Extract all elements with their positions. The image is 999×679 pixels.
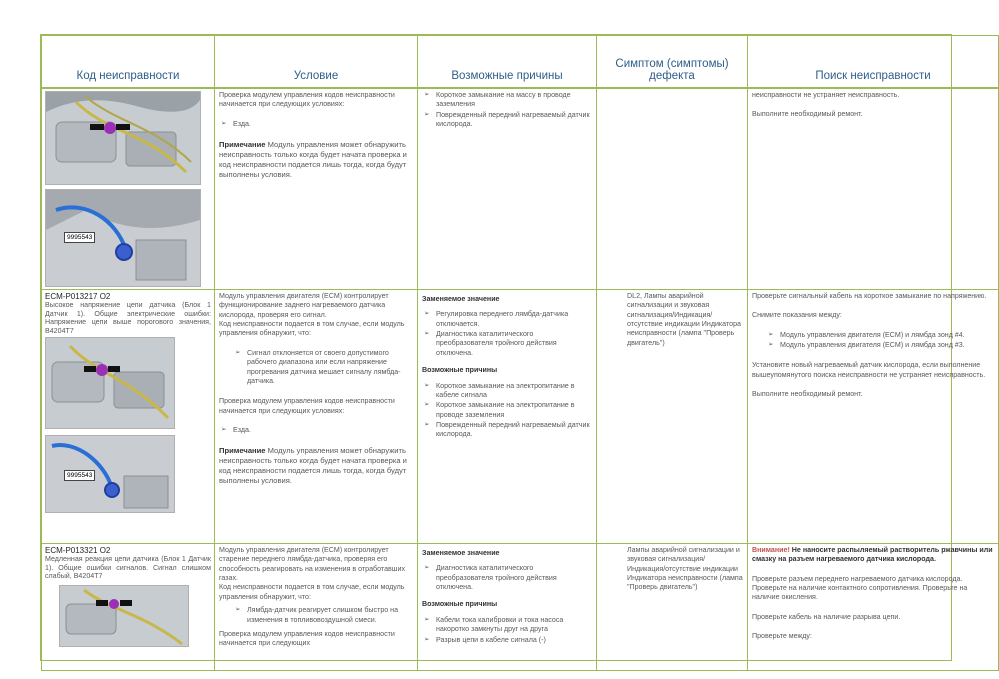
- search-text: неисправности не устраняет неисправность.: [752, 91, 900, 99]
- search-text: Проверьте кабель на наличие разрыва цепи.: [752, 612, 901, 621]
- search-item: ➢ Модуль управления двигателя (ECM) и лямбда зонд #4.: [780, 331, 994, 340]
- row2-symptoms-cell: [597, 290, 748, 544]
- condition-bullet: ➢ Сигнал отклоняется от своего допустимого рабочего диапазона или если напряжение прогревания датчика мешает сигналу лямбда-датчика.: [247, 349, 413, 386]
- row2-condition-cell: [215, 290, 418, 544]
- warning-text: Не наносите распыляемый растворитель ржавчины или смазку на разъем нагреваемого датчика кислорода.: [752, 546, 993, 564]
- diagnostic-table: [41, 35, 999, 671]
- engine-photo-top: [45, 337, 175, 429]
- cause-item: ➢ Кабели тока калибровки и тока насоса накоротко замкнуты друг на друга: [436, 616, 592, 635]
- fault-code-description: Высокое напряжение цепи датчика (Блок 1 Датчик 1). Общие электрические ошибки: Напряжение цепи выше порогового значения, B4204T7: [45, 301, 211, 336]
- causes-subheading: Заменяемое значение: [422, 549, 500, 557]
- search-text: Выполните необходимый ремонт.: [752, 110, 863, 119]
- search-item: ➢ Модуль управления двигателя (ECM) и лямбда зонд #3.: [780, 341, 994, 350]
- note-label: Примечание: [219, 446, 266, 456]
- row3-causes-cell: [418, 544, 597, 671]
- fault-code-description: Медленная реакция цепи датчика (Блок 1 Датчик 1). Общие ошибки сигналов. Сигнал слишком слабый, B4204T7: [45, 555, 211, 581]
- causes-subheading: Возможные причины: [422, 600, 498, 609]
- condition-text: Проверка модулем управления кодов неисправности начинается при следующих: [219, 629, 395, 648]
- condition-bullet: ➢ Езда.: [233, 120, 413, 129]
- row1-causes-cell: [418, 88, 597, 290]
- diagnostic-table-page: [40, 34, 993, 661]
- row1-symptoms-cell: [597, 88, 748, 290]
- engine-photo-bottom: [45, 189, 201, 287]
- engine-photo-image: [46, 338, 174, 428]
- symptom-text: DL2, Лампы аварийной сигнализации и звуковая сигнализация/Индикация/отсутствие индикации Индикатора неисправности (лампа "Проверь двигатель"): [627, 292, 741, 347]
- table-row: [42, 88, 999, 290]
- cause-item: ➢ Поврежденный передний нагреваемый датчик кислорода.: [436, 421, 592, 440]
- note-text: Модуль управления может обнаружить неисправность только когда будет начата проверка и код неисправности подается лишь тогда, когда будут выполнены условия.: [219, 140, 407, 180]
- engine-photo-image: [60, 586, 188, 646]
- engine-photo-top: [59, 585, 189, 647]
- row1-condition-cell: [215, 88, 418, 290]
- header-symptoms: Симптом (симптомы) дефекта: [597, 36, 748, 89]
- warning-block: [752, 546, 994, 565]
- replacement-item: ➢ Регулировка переднего лямбда-датчика отключается.: [436, 310, 592, 329]
- header-causes: Возможные причины: [418, 36, 597, 89]
- condition-text: Модуль управления двигателя (ECM) контролирует старение переднего лямбда-датчика, проверяя его способность реагировать на изменения в отработавших газах.: [219, 546, 405, 583]
- condition-text: Модуль управления двигателя (ECM) контролирует функционирование заднего нагреваемого датчика кислорода, проверяя его сигнал.: [219, 292, 389, 319]
- header-search: Поиск неисправности: [748, 36, 999, 89]
- row3-search-cell: [748, 544, 999, 671]
- search-text: Проверьте разъем переднего нагреваемого датчика кислорода. Проверьте на наличие контактного сопротивления. Проверьте на наличие окисления.: [752, 574, 968, 602]
- cause-item: ➢ Поврежденный передний нагреваемый датчик кислорода.: [436, 111, 592, 130]
- row1-code-cell: [42, 88, 215, 290]
- row3-code-cell: [42, 544, 215, 671]
- part-number-tag: 9995543: [64, 470, 95, 481]
- header-code: Код неисправности: [42, 36, 215, 89]
- note-text: Модуль управления может обнаружить неисправность только когда будет начата проверка и код неисправности подается лишь тогда, когда будут выполнены условия.: [219, 446, 407, 486]
- engine-photo-image: [46, 92, 200, 184]
- condition-text: Код неисправности подается в том случае, если модуль управления обнаружит, что:: [219, 583, 405, 601]
- fault-code: ECM-P013321 O2: [45, 546, 111, 555]
- engine-photo-bottom: [45, 435, 175, 513]
- search-text: Снимите показания между:: [752, 311, 842, 320]
- search-text: Проверьте между:: [752, 632, 812, 641]
- warning-label: Внимание!: [752, 546, 790, 554]
- row3-symptoms-cell: [597, 544, 748, 671]
- row2-search-cell: [748, 290, 999, 544]
- search-text: Выполните необходимый ремонт.: [752, 390, 863, 399]
- row2-code-cell: [42, 290, 215, 544]
- search-text: Проверьте сигнальный кабель на короткое замыкание по напряжению.: [752, 292, 987, 300]
- condition-text: Проверка модулем управления кодов неисправности начинается при следующих условиях:: [219, 91, 395, 109]
- table-row: [42, 290, 999, 544]
- condition-note: [219, 446, 413, 486]
- condition-text: Код неисправности подается в том случае, если модуль управления обнаружит, что:: [219, 320, 405, 338]
- search-text: Установите новый нагреваемый датчик кислорода, если выполнение вышеупомянутого поиска неисправности не устраняет неисправность.: [752, 361, 986, 379]
- table-header-row: [42, 36, 999, 89]
- row2-causes-cell: [418, 290, 597, 544]
- header-condition: Условие: [215, 36, 418, 89]
- cause-item: ➢ Короткое замыкание на электропитание в кабеле сигнала: [436, 382, 592, 401]
- cause-item: ➢ Короткое замыкание на электропитание в проводе заземления: [436, 401, 592, 420]
- fault-code: ECM-P013217 O2: [45, 292, 111, 301]
- replacement-item: ➢ Диагностика каталитического преобразователя тройного действия отключена.: [436, 564, 592, 592]
- symptom-text: Лампы аварийной сигнализации и звуковая сигнализация/Индикация/отсутствие индикации Индикатора неисправности (лампа "Проверь двигатель"): [627, 546, 743, 592]
- cause-item: ➢ Разрыв цепи в кабеле сигнала (-): [436, 636, 592, 645]
- causes-subheading: Заменяемое значение: [422, 295, 500, 303]
- condition-bullet: ➢ Лямбда-датчик реагирует слишком быстро на изменения в топливовоздушной смеси.: [247, 606, 413, 625]
- condition-text: Проверка модулем управления кодов неисправности начинается при следующих условиях:: [219, 397, 395, 415]
- row3-condition-cell: [215, 544, 418, 671]
- replacement-item: ➢ Диагностика каталитического преобразователя тройного действия отключена.: [436, 330, 592, 358]
- note-label: Примечание: [219, 140, 266, 150]
- causes-subheading: Возможные причины: [422, 366, 498, 375]
- part-number-tag: 9995543: [64, 232, 95, 243]
- condition-note: [219, 140, 413, 180]
- row1-search-cell: [748, 88, 999, 290]
- engine-photo-top: [45, 91, 201, 185]
- condition-bullet: ➢ Езда.: [233, 426, 413, 435]
- table-row: [42, 544, 999, 671]
- cause-item: ➢ Короткое замыкание на массу в проводе заземления: [436, 91, 592, 110]
